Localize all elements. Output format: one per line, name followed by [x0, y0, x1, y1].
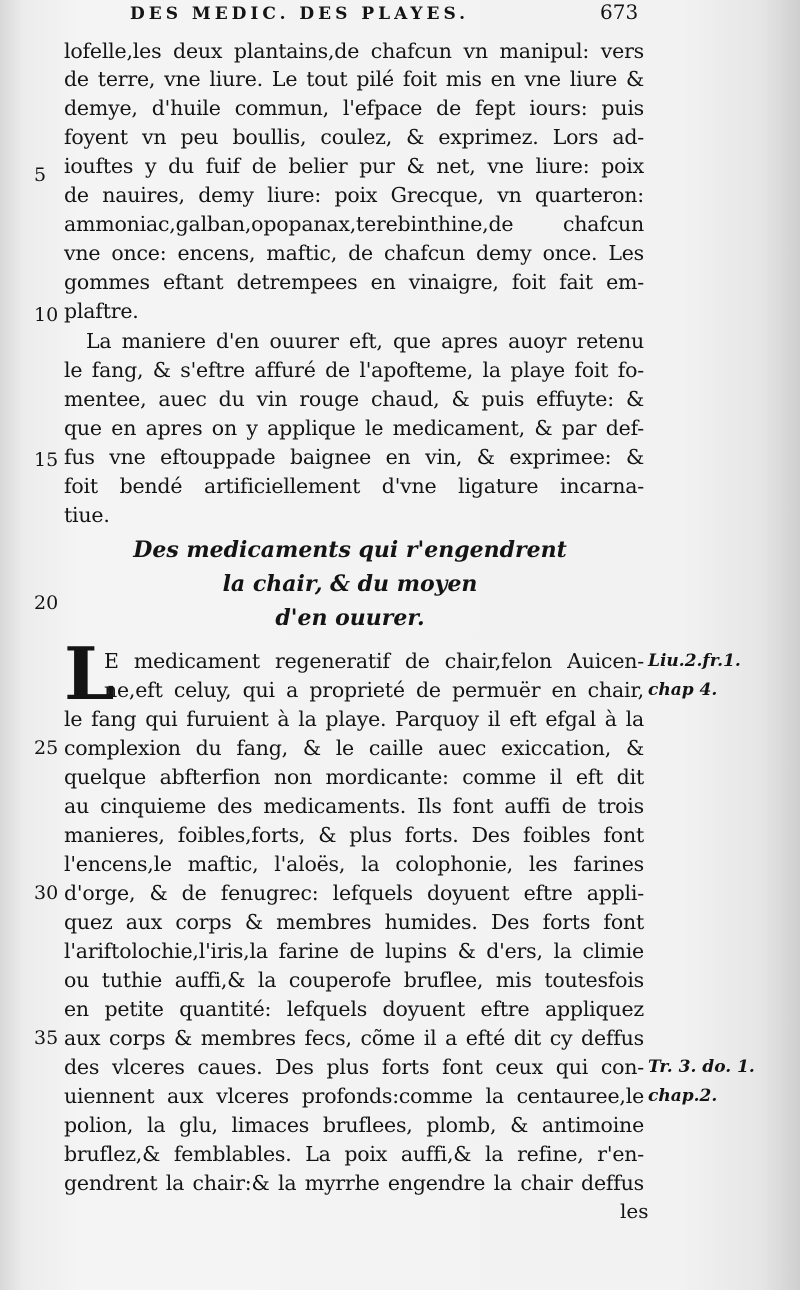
text-line: gendrent la chair:& la myrrhe engendre la chair deffus — [64, 1171, 644, 1195]
text-line: l'ariftolochie,l'iris,la farine de lupins & d'ers, la climie — [64, 939, 644, 963]
section-heading-line: la chair, & du moyen — [222, 571, 478, 597]
text-line: lofelle,les deux plantains,de chafcun vn manipul: vers — [64, 39, 644, 63]
line-number: 25 — [34, 737, 59, 759]
text-line: des vlceres caues. Des plus forts font ceux qui con- — [64, 1055, 644, 1079]
text-line: complexion du fang, & le caille auec exiccation, & — [64, 736, 644, 760]
text-line: gommes eftant detrempees en vinaigre, foit fait em- — [64, 270, 644, 294]
text-line: le fang, & s'eftre affuré de l'apofteme, la playe foit fo- — [64, 358, 644, 382]
drop-cap: L — [64, 631, 115, 716]
text-line: ne,eft celuy, qui a proprieté de permuër en chair, — [104, 678, 644, 702]
text-line: que en apres on y applique le medicament, & par def- — [64, 416, 644, 440]
text-line: E medicament regeneratif de chair,felon Auicen- — [104, 649, 644, 673]
text-line: demye, d'huile commun, l'efpace de fept iours: puis — [64, 96, 644, 120]
text-line: quez aux corps & membres humides. Des forts font — [64, 910, 644, 934]
text-line: foit bendé artificiellement d'vne ligature incarna- — [64, 474, 644, 498]
text-line: tiue. — [64, 503, 110, 527]
side-note: chap 4. — [648, 680, 718, 700]
catchword: les — [620, 1199, 649, 1223]
section-heading-line: Des medicaments qui r'engendrent — [133, 537, 567, 563]
running-head: DES MEDIC. DES PLAYES. — [130, 4, 470, 24]
bleed-through-decoration — [660, 110, 800, 132]
text-line: La maniere d'en ouurer eft, que apres auoyr retenu — [86, 329, 644, 353]
section-heading-line: d'en ouurer. — [275, 605, 425, 631]
text-line: vne once: encens, maftic, de chafcun demy once. Les — [64, 241, 644, 265]
text-line: quelque abfterfion non mordicante: comme il eft dit — [64, 765, 644, 789]
text-line: ou tuthie auffi,& la couperofe bruflee, mis toutesfois — [64, 968, 644, 992]
text-line: de nauires, demy liure: poix Grecque, vn quarteron: — [64, 183, 644, 207]
page-number: 673 — [600, 0, 639, 24]
text-line: l'encens,le maftic, l'aloës, la colophonie, les farines — [64, 852, 644, 876]
text-line: le fang qui furuient à la playe. Parquoy il eft efgal à la — [64, 707, 644, 731]
text-line: plaftre. — [64, 299, 139, 323]
line-number: 20 — [34, 592, 59, 614]
text-line: bruflez,& femblables. La poix auffi,& la refine, r'en- — [64, 1142, 644, 1166]
line-number: 15 — [34, 449, 59, 471]
text-line: polion, la glu, limaces bruflees, plomb, & antimoine — [64, 1113, 644, 1137]
line-number: 10 — [34, 304, 59, 326]
text-line: au cinquieme des medicaments. Ils font auffi de trois — [64, 794, 644, 818]
text-line: mentee, auec du vin rouge chaud, & puis effuyte: & — [64, 387, 644, 411]
text-line: foyent vn peu boullis, coulez, & exprimez. Lors ad- — [64, 125, 644, 149]
text-line: uiennent aux vlceres profonds:comme la centauree,le — [64, 1084, 644, 1108]
line-number: 35 — [34, 1027, 59, 1049]
line-number: 30 — [34, 882, 59, 904]
text-line: fus vne eftouppade baignee en vin, & exprimee: & — [64, 445, 644, 469]
text-line: d'orge, & de fenugrec: lefquels doyuent eftre appli- — [64, 881, 644, 905]
text-line: de terre, vne liure. Le tout pilé foit mis en vne liure & — [64, 67, 644, 91]
side-note: Tr. 3. do. 1. — [648, 1057, 755, 1077]
text-line: en petite quantité: lefquels doyuent eftre appliquez — [64, 997, 644, 1021]
text-line: manieres, foibles,forts, & plus forts. Des foibles font — [64, 823, 644, 847]
line-number: 5 — [34, 164, 47, 186]
text-line: ammoniac,galban,opopanax,terebinthine,de chafcun — [64, 212, 644, 236]
side-note: chap.2. — [648, 1086, 718, 1106]
text-line: aux corps & membres fecs, cõme il a efté dit cy deffus — [64, 1026, 644, 1050]
side-note: Liu.2.fr.1. — [648, 651, 741, 671]
text-line: iouftes y du fuif de belier pur & net, vne liure: poix — [64, 154, 644, 178]
